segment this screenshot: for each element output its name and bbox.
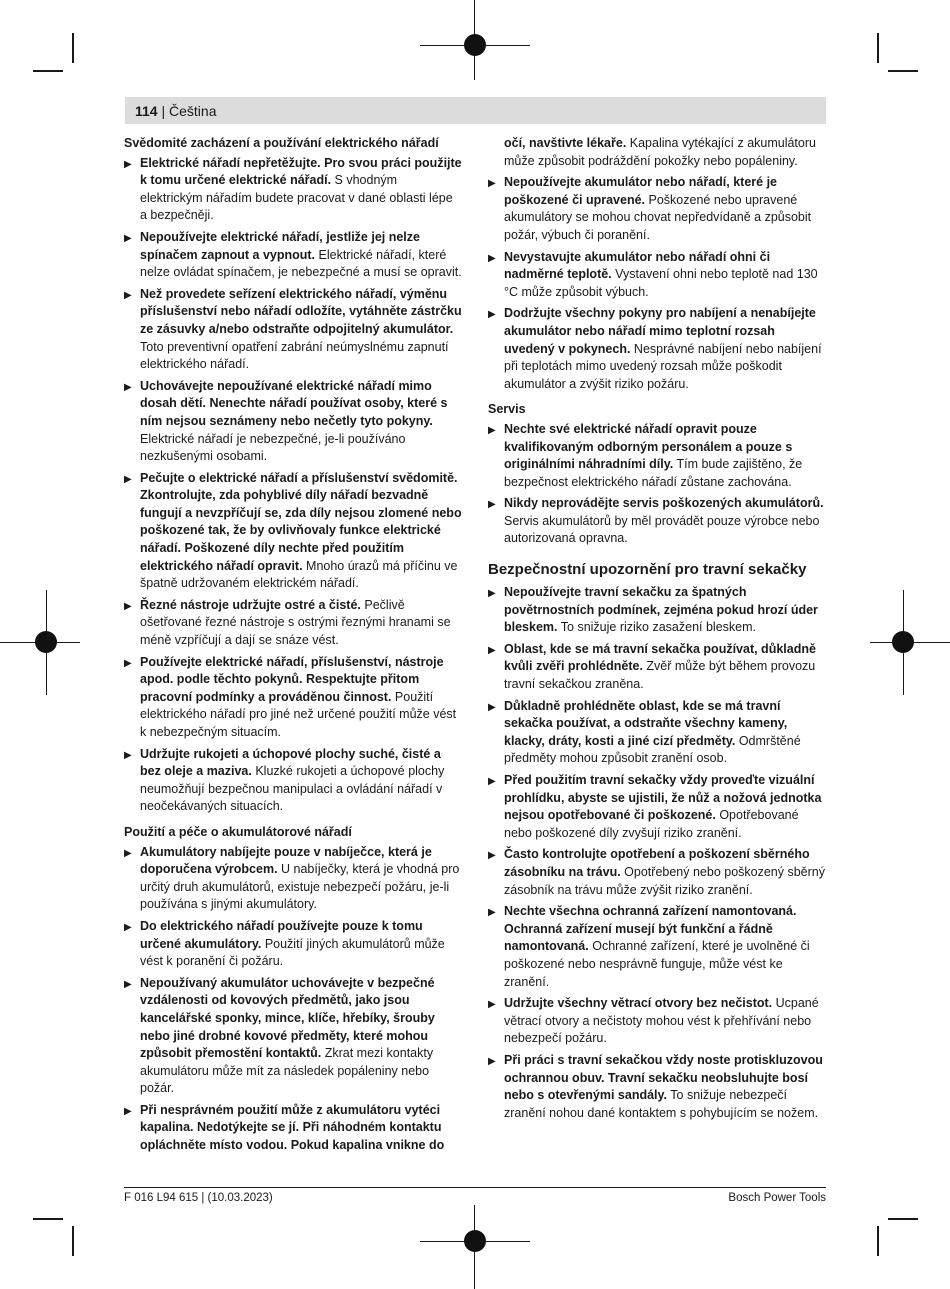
crop-mark-tr-h — [888, 70, 918, 72]
right-column — [488, 135, 826, 1126]
item-bold: Používejte elektrické nářadí, příslušenství, nástroje apod. podle těchto pokynů. Respektujte přitom pracovní podmínky a prováděnou činnost. — [140, 654, 444, 704]
item-bold: Nepoužívaný akumulátor uchovávejte v bezpečné vzdálenosti od kovových předmětů, jako jsou kancelářské sponky, mince, klíče, hřebíky, šrouby nebo jiné drobné kovové předměty, které mohou způsobit přemostění kontaktů. — [140, 975, 435, 1061]
item-bold: Nikdy neprovádějte servis poškozených akumulátorů. — [504, 496, 824, 511]
item-text: Použití jiných akumulátorů může vést k poranění či požáru. — [140, 936, 445, 969]
item-text: Poškozené nebo upravené akumulátory se mohou chovat nepředvídaně a způsobit požár, výbuch či poranění. — [504, 192, 812, 242]
item-text: Použití elektrického nářadí pro jiné než určené použití může vést k nebezpečným situacím. — [140, 689, 457, 739]
item-bold: Nevystavujte akumulátor nebo nářadí ohni či nadměrné teplotě. — [504, 249, 771, 282]
crop-mark-br-v — [877, 1226, 879, 1256]
left-column — [124, 135, 462, 1159]
list-item — [124, 155, 462, 225]
item-text: Ucpané větrací otvory a nečistoty mohou vést k přehřívání nebo nebezpečí požáru. — [504, 996, 819, 1046]
item-bold: Dodržujte všechny pokyny pro nabíjení a nenabíjejte akumulátor nebo nářadí mimo teplotní rozsah uvedený v pokynech. — [504, 306, 816, 356]
item-bold: očí, navštivte lékaře. — [504, 136, 627, 150]
item-text: Elektrické nářadí, které nelze ovládat spínačem, je nebezpečné a musí se opravit. — [140, 247, 462, 280]
list-item-continuation — [488, 135, 826, 170]
list-item — [488, 174, 826, 244]
list-item — [124, 844, 462, 914]
item-text: U nabíječky, která je vhodná pro určitý druh akumulátorů, existuje nebezpečí požáru, je-li používána s jinými akumulátory. — [140, 862, 460, 912]
item-bold: Oblast, kde se má travní sekačka používat, důkladně kvůli zvěři prohlédněte. — [504, 641, 816, 674]
list-item — [124, 597, 462, 650]
list-item — [488, 846, 826, 899]
item-bold: Nepoužívejte akumulátor nebo nářadí, které je poškozené či upravené. — [504, 175, 777, 207]
item-text: Vystavení ohni nebo teplotě nad 130 °C může způsobit výbuch. — [504, 267, 818, 299]
item-bold: Řezné nástroje udržujte ostré a čisté. — [140, 597, 361, 612]
list-item — [124, 746, 462, 816]
item-bold: Nepoužívejte elektrické nářadí, jestliže jej nelze spínačem zapnout a vypnout. — [140, 229, 420, 262]
section-title-tool-use: Svědomité zacházení a používání elektrického nářadí — [124, 136, 439, 150]
registration-mark-right — [892, 631, 914, 653]
list-item — [124, 654, 462, 742]
section-title-lawnmower: Bezpečnostní upozornění pro travní sekačky — [488, 561, 807, 579]
item-bold: Udržujte všechny větrací otvory bez nečistot. — [504, 996, 773, 1011]
footer-brand: Bosch Power Tools — [728, 1192, 826, 1204]
list-item — [124, 229, 462, 282]
section-title-battery: Použití a péče o akumulátorové nářadí — [124, 824, 352, 839]
list-item — [124, 1102, 462, 1155]
registration-mark-top — [464, 34, 486, 56]
list-item — [124, 918, 462, 971]
item-text: Opotřebované nebo poškozené díly zvyšují riziko zranění. — [504, 808, 799, 840]
list-item — [488, 495, 826, 548]
list-item — [124, 975, 462, 1098]
list-item — [124, 378, 462, 466]
item-text: To snižuje nebezpečí zranění nohou dané kontaktem s pohybujícím se nožem. — [504, 1088, 819, 1120]
list-item — [488, 249, 826, 302]
list-lawnmower — [488, 584, 826, 1122]
item-bold: Udržujte rukojeti a úchopové plochy suché, čisté a bez oleje a maziva. — [140, 746, 441, 779]
item-text: Tím bude zajištěno, že bezpečnost elektrického nářadí zůstane zachována. — [504, 457, 803, 489]
list-item — [488, 305, 826, 393]
item-text: Elektrické nářadí je nebezpečné, je-li používáno nezkušenými osobami. — [140, 431, 406, 464]
footer-doc-ref: F 016 L94 615 | (10.03.2023) — [124, 1192, 273, 1204]
section-title-service: Servis — [488, 402, 526, 417]
crop-mark-tr-v — [877, 33, 879, 63]
item-text: Mnoho úrazů má příčinu ve špatně udržovaném elektrickém nářadí. — [140, 558, 458, 591]
item-bold: Při práci s travní sekačkou vždy noste protiskluzovou ochrannou obuv. Travní sekačku neobsluhujte bosí nebo s otevřenými sandály. — [504, 1052, 823, 1103]
crop-mark-tl-v — [72, 33, 74, 63]
list-item — [488, 772, 826, 842]
list-tool-use — [124, 155, 462, 816]
list-item — [488, 641, 826, 694]
item-text: Kluzké rukojeti a úchopové plochy neumožňují bezpečnou manipulaci a ovládání nářadí v neočekávaných situacích. — [140, 764, 445, 814]
list-battery — [124, 844, 462, 1155]
item-bold: Nepoužívejte travní sekačku za špatných povětrnostních podmínek, zejména pokud hrozí úder bleskem. — [504, 585, 818, 635]
header-bar — [125, 97, 826, 124]
list-item — [488, 584, 826, 637]
registration-mark-left — [35, 631, 57, 653]
item-bold: Než provedete seřízení elektrického nářadí, výměnu příslušenství nebo nářadí odložíte, vytáhněte zástrčku ze zásuvky a/nebo odstraňte odpojitelný akumulátor. — [140, 286, 462, 336]
list-item — [124, 286, 462, 374]
item-bold: Nechte všechna ochranná zařízení namontovaná. Ochranná zařízení musejí být funkční a řádně namontovaná. — [504, 904, 797, 954]
crop-mark-br-h — [888, 1218, 918, 1220]
page-header — [135, 101, 216, 121]
list-item — [488, 421, 826, 491]
page-number: 114 — [135, 103, 158, 119]
item-text: Zkrat mezi kontakty akumulátoru může mít za následek popáleniny nebo požár. — [140, 1046, 434, 1096]
item-bold: Uchovávejte nepoužívané elektrické nářadí mimo dosah dětí. Nenechte nářadí používat osoby, které s ním nejsou seznámeny nebo nečetly tyto pokyny. — [140, 378, 448, 428]
list-battery-continued — [488, 174, 826, 393]
item-text: To snižuje riziko zasažení bleskem. — [557, 620, 756, 635]
item-bold: Často kontrolujte opotřebení a poškození sběrného zásobníku na trávu. — [504, 847, 810, 879]
item-text: S vhodným elektrickým nářadím budete pracovat v dané oblasti lépe a bezpečněji. — [140, 173, 453, 223]
list-item — [124, 470, 462, 593]
item-bold: Pečujte o elektrické nářadí a příslušenství svědomitě. Zkontrolujte, zda pohyblivé díly nářadí bezvadně fungují a nevzpříčují se, zda díly nejsou zlomené nebo poškozené tak, že by ovlivňovaly funkce elektrické nářadí. Poškozené díly nechte před použitím elektrického nářadí opravit. — [140, 470, 462, 573]
list-item — [488, 995, 826, 1048]
crop-mark-tl-h — [33, 70, 63, 72]
item-text: Nesprávné nabíjení nebo nabíjení při teplotách mimo uvedený rozsah může poškodit akumulátor a zvýšit riziko požáru. — [504, 341, 822, 391]
list-item — [488, 1052, 826, 1122]
item-text: Ochranné zařízení, které je uvolněné či poškozené nebo nesprávně funguje, může vést ke zranění. — [504, 939, 810, 989]
item-bold: Před použitím travní sekačky vždy proveďte vizuální prohlídku, abyste se ujistili, že nůž a nožová jednotka nejsou opotřebované či poškozené. — [504, 773, 822, 823]
item-bold: Elektrické nářadí nepřetěžujte. Pro svou práci použijte k tomu určené elektrické nářadí. — [140, 155, 462, 188]
item-bold: Důkladně prohlédněte oblast, kde se má travní sekačka používat, a odstraňte všechny kameny, klacky, dráty, kosti a jiné cizí předměty. — [504, 698, 788, 748]
list-item — [488, 698, 826, 768]
item-text: Zvěř může být během provozu travní sekačkou zraněna. — [504, 659, 816, 692]
item-text: Opotřebený nebo poškozený sběrný zásobník na trávu může zvýšit riziko zranění. — [504, 864, 825, 897]
header-separator: | — [157, 103, 170, 119]
item-text: Toto preventivní opatření zabrání neúmyslnému zapnutí elektrického nářadí. — [140, 339, 449, 372]
list-item — [488, 903, 826, 991]
item-bold: Akumulátory nabíjejte pouze v nabíječce, která je doporučena výrobcem. — [140, 844, 432, 877]
item-bold: Do elektrického nářadí používejte pouze k tomu určené akumulátory. — [140, 918, 423, 951]
crop-mark-bl-h — [33, 1218, 63, 1220]
registration-mark-bottom — [464, 1230, 486, 1252]
header-language: Čeština — [169, 103, 217, 119]
list-service — [488, 421, 826, 548]
item-text: Servis akumulátorů by měl provádět pouze výrobce nebo autorizovaná opravna. — [504, 513, 820, 546]
item-text: Kapalina vytékající z akumulátoru může způsobit podráždění pokožky nebo popáleniny. — [504, 136, 816, 168]
crop-mark-bl-v — [72, 1226, 74, 1256]
footer-divider — [124, 1187, 826, 1188]
item-bold: Nechte své elektrické nářadí opravit pouze kvalifikovaným odborným personálem a pouze s originálními náhradními díly. — [504, 421, 793, 472]
item-text: Pečlivě ošetřované řezné nástroje s ostrými řeznými hranami se méně vzpříčují a dají se snáze vést. — [140, 597, 451, 648]
item-bold: Při nesprávném použití může z akumulátoru vytéci kapalina. Nedotýkejte se jí. Při náhodném kontaktu opláchněte místo vodou. Pokud kapalina vnikne do — [140, 1102, 445, 1153]
item-text: Odmrštěné předměty mohou způsobit zranění osob. — [504, 733, 801, 766]
